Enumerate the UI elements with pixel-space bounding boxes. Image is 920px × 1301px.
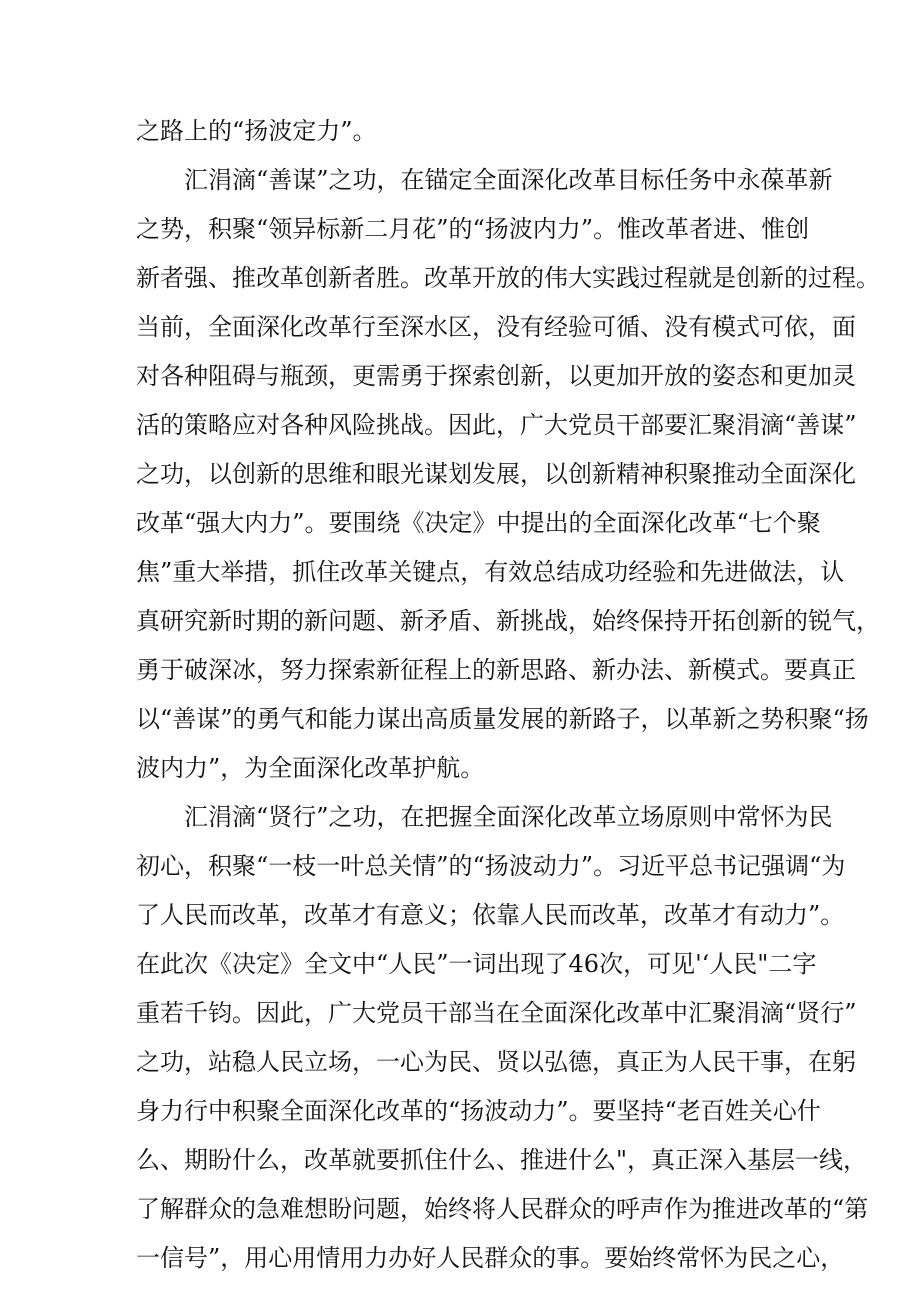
text-line: 在此次《决定》全文中“人民”一词出现了46次，可见'‘人民"二字	[136, 950, 817, 978]
text-line: 新者强、推改革创新者胜。改革开放的伟大实践过程就是创新的过程。	[136, 264, 880, 292]
text-line: 活的策略应对各种风险挑战。因此，广大党员干部要汇聚涓滴“善谋”	[136, 411, 857, 439]
text-line: 以“善谋”的勇气和能力谋出高质量发展的新路子，以革新之势积聚“扬	[136, 705, 869, 733]
text-line: 初心，积聚“一枝一叶总关情”的“扬波动力”。习近平总书记强调“为	[136, 852, 846, 880]
text-line: 重若千钧。因此，广大党员干部当在全面深化改革中汇聚涓滴“贤行”	[136, 999, 857, 1027]
text-line: 么、期盼什么，改革就要抓住什么、推进什么"，真正深入基层一线，	[136, 1146, 868, 1174]
text-line: 勇于破深冰，努力探索新征程上的新思路、新办法、新模式。要真正	[136, 656, 856, 684]
text-line: 了人民而改革，改革才有意义；依靠人民而改革，改革才有动力”。	[136, 901, 845, 929]
text-line: 当前，全面深化改革行至深水区，没有经验可循、没有模式可依，面	[136, 313, 856, 341]
text-line: 了解群众的急难想盼问题，始终将人民群众的呼声作为推进改革的“第	[136, 1195, 869, 1223]
text-line: 汇涓滴“贤行”之功，在把握全面深化改革立场原则中常怀为民	[184, 803, 833, 831]
text-line: 之功，以创新的思维和眼光谋划发展，以创新精神积聚推动全面深化	[136, 460, 856, 488]
text-line: 之路上的“扬波定力”。	[136, 117, 377, 145]
text-line: 真研究新时期的新问题、新矛盾、新挑战，始终保持开拓创新的锐气，	[136, 607, 880, 635]
text-line: 焦”重大举措，抓住改革关键点，有效总结成功经验和先进做法，认	[136, 558, 845, 586]
text-line: 对各种阻碍与瓶颈，更需勇于探索创新，以更加开放的姿态和更加灵	[136, 362, 856, 390]
text-line: 波内力”，为全面深化改革护航。	[136, 754, 485, 782]
text-line: 之势，积聚“领异标新二月花”的“扬波内力”。惟改革者进、惟创	[136, 215, 810, 243]
text-line: 汇涓滴“善谋”之功，在锚定全面深化改革目标任务中永葆革新	[184, 166, 833, 194]
text-line: 身力行中积聚全面深化改革的“扬波动力”。要坚持“老百姓关心什	[136, 1097, 821, 1125]
text-line: 之功，站稳人民立场，一心为民、贤以弘德，真正为人民干事，在躬	[136, 1048, 856, 1076]
text-line: 一信号”，用心用情用力办好人民群众的事。要始终常怀为民之心，	[136, 1244, 845, 1272]
text-line: 改革“强大内力”。要围绕《决定》中提出的全面深化改革“七个聚	[136, 509, 821, 537]
